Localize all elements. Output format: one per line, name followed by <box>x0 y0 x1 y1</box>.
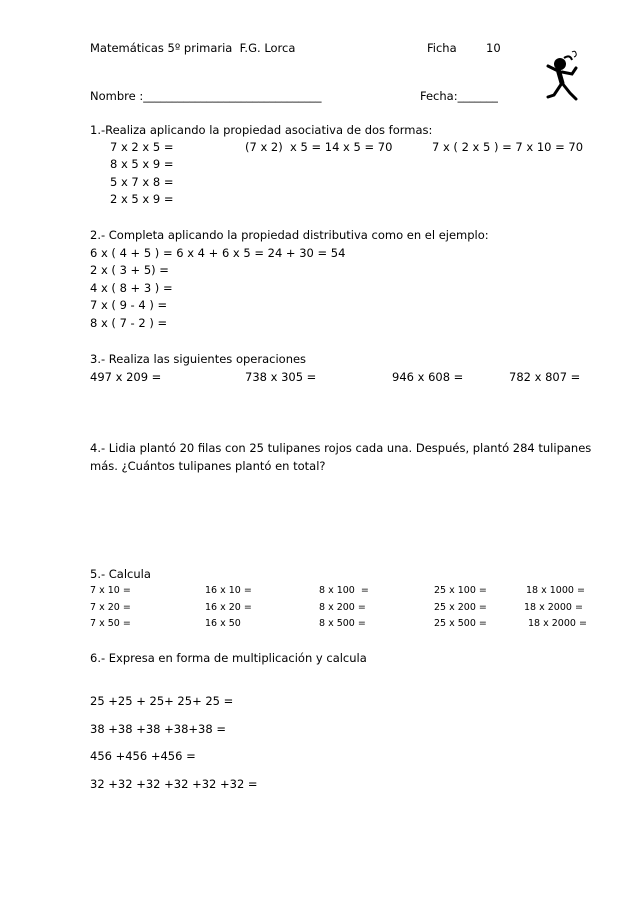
ex1-row: 5 x 7 x 8 = <box>110 175 174 189</box>
ex3-op: 782 x 807 = <box>509 370 581 384</box>
ex6-row: 25 +25 + 25+ 25+ 25 = <box>90 694 234 708</box>
ex1-row: 7 x 2 x 5 = <box>110 140 174 154</box>
ex1-title: 1.-Realiza aplicando la propiedad asociativa de dos formas: <box>90 123 433 137</box>
ex5-cell: 8 x 200 = <box>319 602 366 613</box>
date-field: Fecha:_______ <box>420 89 498 103</box>
ex5-cell: 25 x 100 = <box>434 585 487 596</box>
ex1-row: 8 x 5 x 9 = <box>110 157 174 171</box>
ex5-cell: 8 x 100 = <box>319 585 369 596</box>
subject-header: Matemáticas 5º primaria F.G. Lorca <box>90 41 296 55</box>
ex2-row: 6 x ( 4 + 5 ) = 6 x 4 + 6 x 5 = 24 + 30 = 54 <box>90 246 346 260</box>
ex2-row: 8 x ( 7 - 2 ) = <box>90 316 168 330</box>
ex5-cell: 16 x 50 <box>205 618 241 629</box>
ex2-row: 4 x ( 8 + 3 ) = <box>90 281 173 295</box>
ex5-cell: 16 x 10 = <box>205 585 252 596</box>
ex5-cell: 18 x 1000 = <box>526 585 585 596</box>
ex5-cell: 8 x 500 = <box>319 618 366 629</box>
ex6-row: 32 +32 +32 +32 +32 +32 = <box>90 777 258 791</box>
ficha-number: 10 <box>486 41 501 55</box>
ex2-row: 7 x ( 9 - 4 ) = <box>90 298 168 312</box>
name-field: Nombre :_______________________________ <box>90 89 322 103</box>
ex1-example-a: (7 x 2) x 5 = 14 x 5 = 70 <box>245 140 393 154</box>
ex3-title: 3.- Realiza las siguientes operaciones <box>90 352 307 366</box>
ex5-cell: 7 x 20 = <box>90 602 131 613</box>
ex3-op: 497 x 209 = <box>90 370 162 384</box>
ex5-cell: 7 x 50 = <box>90 618 131 629</box>
ex5-cell: 25 x 200 = <box>434 602 487 613</box>
ex1-row: 2 x 5 x 9 = <box>110 192 174 206</box>
ex4-line: más. ¿Cuántos tulipanes plantó en total? <box>90 459 326 473</box>
ex2-title: 2.- Completa aplicando la propiedad distributiva como en el ejemplo: <box>90 228 489 242</box>
ex5-cell: 16 x 20 = <box>205 602 252 613</box>
ex1-example-b: 7 x ( 2 x 5 ) = 7 x 10 = 70 <box>432 140 584 154</box>
ex3-op: 946 x 608 = <box>392 370 464 384</box>
ex5-cell: 18 x 2000 = <box>524 602 583 613</box>
ex5-cell: 18 x 2000 = <box>528 618 587 629</box>
ex3-op: 738 x 305 = <box>245 370 317 384</box>
ex4-line: 4.- Lidia plantó 20 filas con 25 tulipanes rojos cada una. Después, plantó 284 tulipanes <box>90 441 592 455</box>
ex6-row: 456 +456 +456 = <box>90 749 196 763</box>
ex2-row: 2 x ( 3 + 5) = <box>90 263 169 277</box>
ex5-cell: 25 x 500 = <box>434 618 487 629</box>
ex5-title: 5.- Calcula <box>90 567 151 581</box>
thinking-figure-icon <box>538 50 588 106</box>
ex5-cell: 7 x 10 = <box>90 585 131 596</box>
ficha-label: Ficha <box>427 41 457 55</box>
ex6-title: 6.- Expresa en forma de multiplicación y calcula <box>90 651 367 665</box>
ex6-row: 38 +38 +38 +38+38 = <box>90 722 226 736</box>
